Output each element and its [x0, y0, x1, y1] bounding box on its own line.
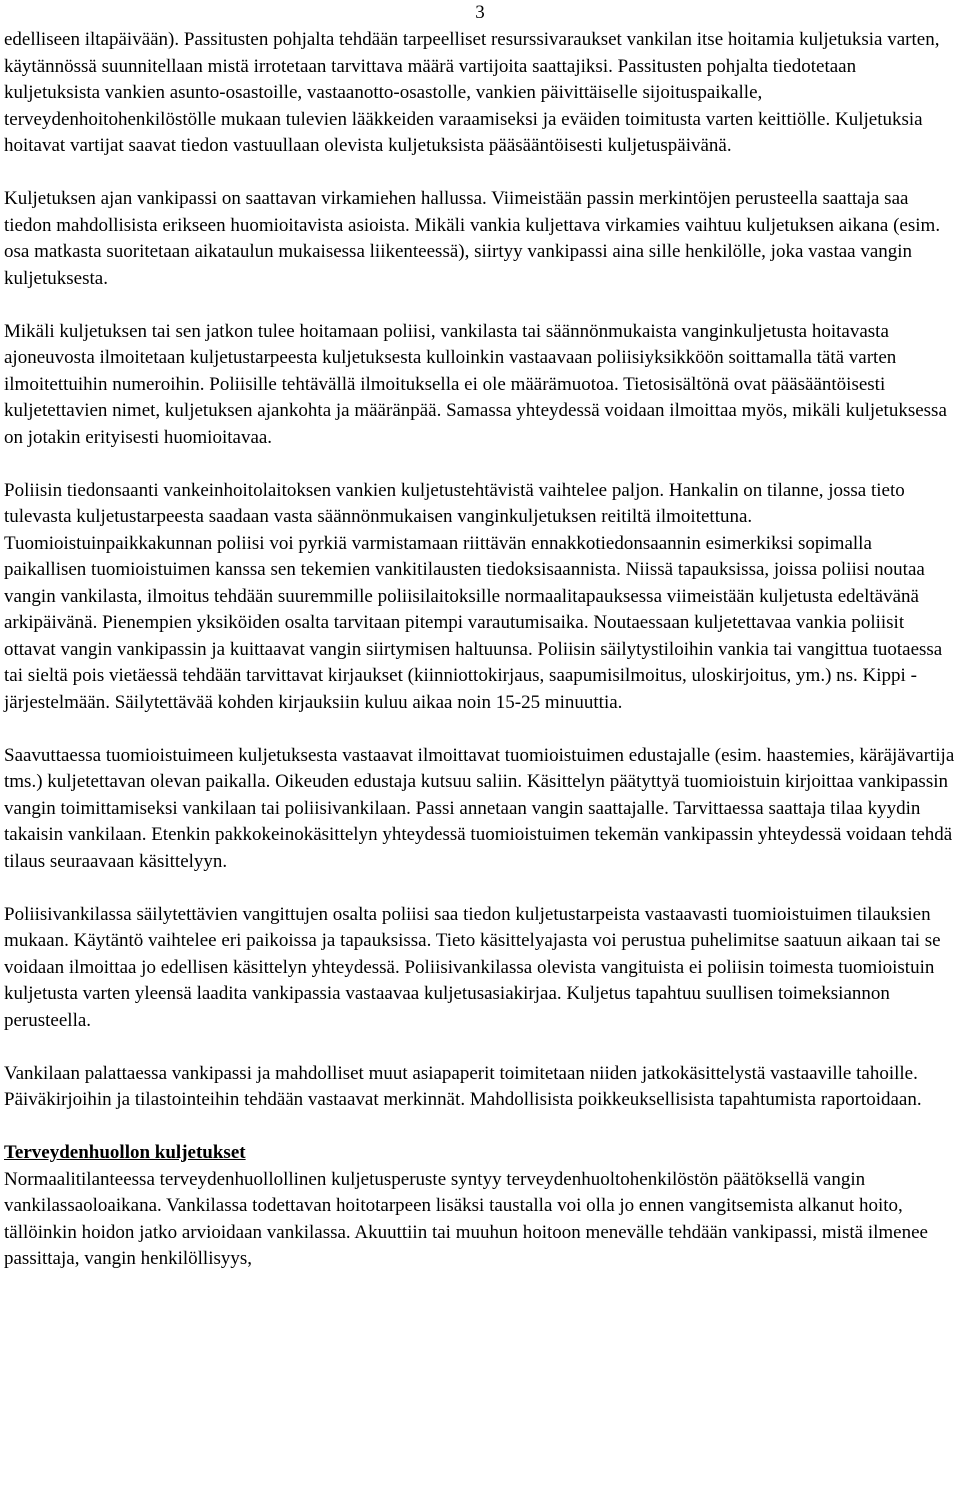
- paragraph-1: edelliseen iltapäivään). Passitusten pohjalta tehdään tarpeelliset resurssivaraukset vankilan itse hoitamia kuljetuksia varten, käytännössä suunnitellaan mistä irrotetaan tarvittava määrä vartijoita saattajiksi. Passitusten pohjalta tiedotetaan kuljetuksista vankien asunto-osastoille, vastaanotto-osastolle, vankien päivittäiselle sijoituspaikalle, terveydenhoitohenkilöstölle mukaan tulevien lääkkeiden varaamiseksi ja eväiden toimitusta varten keittiölle. Kuljetuksia hoitavat vartijat saavat tiedon vastuullaan olevista kuljetuksista pääsääntöisesti kuljetuspäivänä.: [4, 29, 940, 156]
- paragraph-7: Vankilaan palattaessa vankipassi ja mahdolliset muut asiapaperit toimitetaan niiden jatkokäsittelystä vastaaville tahoille. Päiväkirjoihin ja tilastointeihin tehdään vastaavat merkinnät. Mahdollisista poikkeuksellisista tapahtumista raportoidaan.: [4, 1062, 922, 1110]
- paragraph-2: Kuljetuksen ajan vankipassi on saattavan virkamiehen hallussa. Viimeistään passin merkintöjen perusteella saattaja saa tiedon mahdollisista erikseen huomioitavista asioista. Mikäli vankia kuljettava virkamies vaihtuu kuljetuksen aikana (esim. osa matkasta suoritetaan aikataulun mukaisessa liikenteessä), siirtyy vankipassi aina sille henkilölle, joka vastaa vangin kuljetuksesta.: [4, 188, 941, 289]
- paragraph-3: Mikäli kuljetuksen tai sen jatkon tulee hoitamaan poliisi, vankilasta tai säännönmukaista vanginkuljetusta hoitavasta ajoneuvosta ilmoitetaan kuljetustarpeesta kuljetuksesta kulloinkin vastaavaan poliisiyksikköön soittamalla tätä varten ilmoitettuihin numeroihin. Poliisille tehtävällä ilmoituksella ei ole määrämuotoa. Tietosisältönä ovat pääsääntöisesti kuljetettavien nimet, kuljetuksen ajankohta ja määränpää. Samassa yhteydessä voidaan ilmoittaa myös, mikäli kuljetuksessa on jotakin erityisesti huomioitavaa.: [4, 320, 947, 448]
- section-paragraph: Normaalitilanteessa terveydenhuollollinen kuljetusperuste syntyy terveydenhuoltohenkilöstön päätöksellä vangin vankilassaoloaikana. Vankilassa todettavan hoitotarpeen lisäksi taustalla voi olla jo ennen vangitsemista alkanut hoito, tällöinkin hoidon jatko arvioidaan vankilassa. Akuuttiin tai muuhun hoitoon menevälle tehdään vankipassi, mistä ilmenee passittaja, vangin henkilöllisyys,: [4, 1168, 928, 1269]
- paragraph-5: Saavuttaessa tuomioistuimeen kuljetuksesta vastaavat ilmoittavat tuomioistuimen edustajalle (esim. haastemies, käräjävartija tms.) kuljetettavan olevan paikalla. Oikeuden edustaja kutsuu saliin. Käsittelyn päätyttyä tuomioistuin kirjoittaa vankipassin vangin toimittamiseksi vankilaan tai poliisivankilaan. Passi annetaan vangin saattajalle. Tarvittaessa saattaja tilaa kyydin takaisin vankilaan. Etenkin pakkokeinokäsittelyn yhteydessä tuomioistuimen tekemän vankipassin yhteydessä voidaan tehdä tilaus seuraavaan käsittelyyn.: [4, 744, 955, 872]
- paragraph-4: Poliisin tiedonsaanti vankeinhoitolaitoksen vankien kuljetustehtävistä vaihtelee paljon. Hankalin on tilanne, jossa tieto tulevasta kuljetustarpeesta saadaan vasta säännönmukaisen vanginkuljetuksen reitiltä ilmoitettuna. Tuomioistuinpaikkakunnan poliisi voi pyrkiä varmistamaan riittävän ennakkotiedonsaannin esimerkiksi sopimalla paikallisen tuomioistuimen kanssa sen tekemien vankitilausten tiedoksisaannista. Niissä tapauksissa, joissa poliisi noutaa vangin vankilasta, ilmoitus tehdään suuremmille poliisilaitoksille normaalitapauksessa viimeistään kuljetusta edeltävänä arkipäivänä. Pienempien yksiköiden osalta tarvitaan pitempi varautumisaika. Noutaessaan kuljetettavaa vankia poliisit ottavat vangin vankipassin ja kuittaavat vangin siirtymisen haltuunsa. Poliisin säilytystiloihin vankia tai vangittua tuotaessa tai sieltä pois vietäessä tehdään tarvittavat kirjaukset (kiinniottokirjaus, saapumisilmoitus, uloskirjoitus, ym.) ns. Kippi -järjestelmään. Säilytettävää kohden kirjauksiin kuluu aikaa noin 15-25 minuuttia.: [4, 479, 943, 713]
- section-heading: Terveydenhuollon kuljetukset: [4, 1142, 246, 1163]
- paragraph-6: Poliisivankilassa säilytettävien vangittujen osalta poliisi saa tiedon kuljetustarpeista vastaavasti tuomioistuimen tilauksien mukaan. Käytäntö vaihtelee eri paikoissa ja tapauksissa. Tieto käsittelyajasta voi perustua puhelimitse saatuun aikaan tai se voidaan ilmoittaa jo edellisen käsittelyn yhteydessä. Poliisivankilassa olevista vangituista ei poliisin toimesta tuomioistuin kuljetusta varten yleensä laadita vankipassia vastaavaa kuljetusasiakirjaa. Kuljetus tapahtuu suullisen toimeksiannon perusteella.: [4, 903, 941, 1031]
- page-number: 3: [475, 2, 485, 23]
- document-body: [4, 27, 956, 1273]
